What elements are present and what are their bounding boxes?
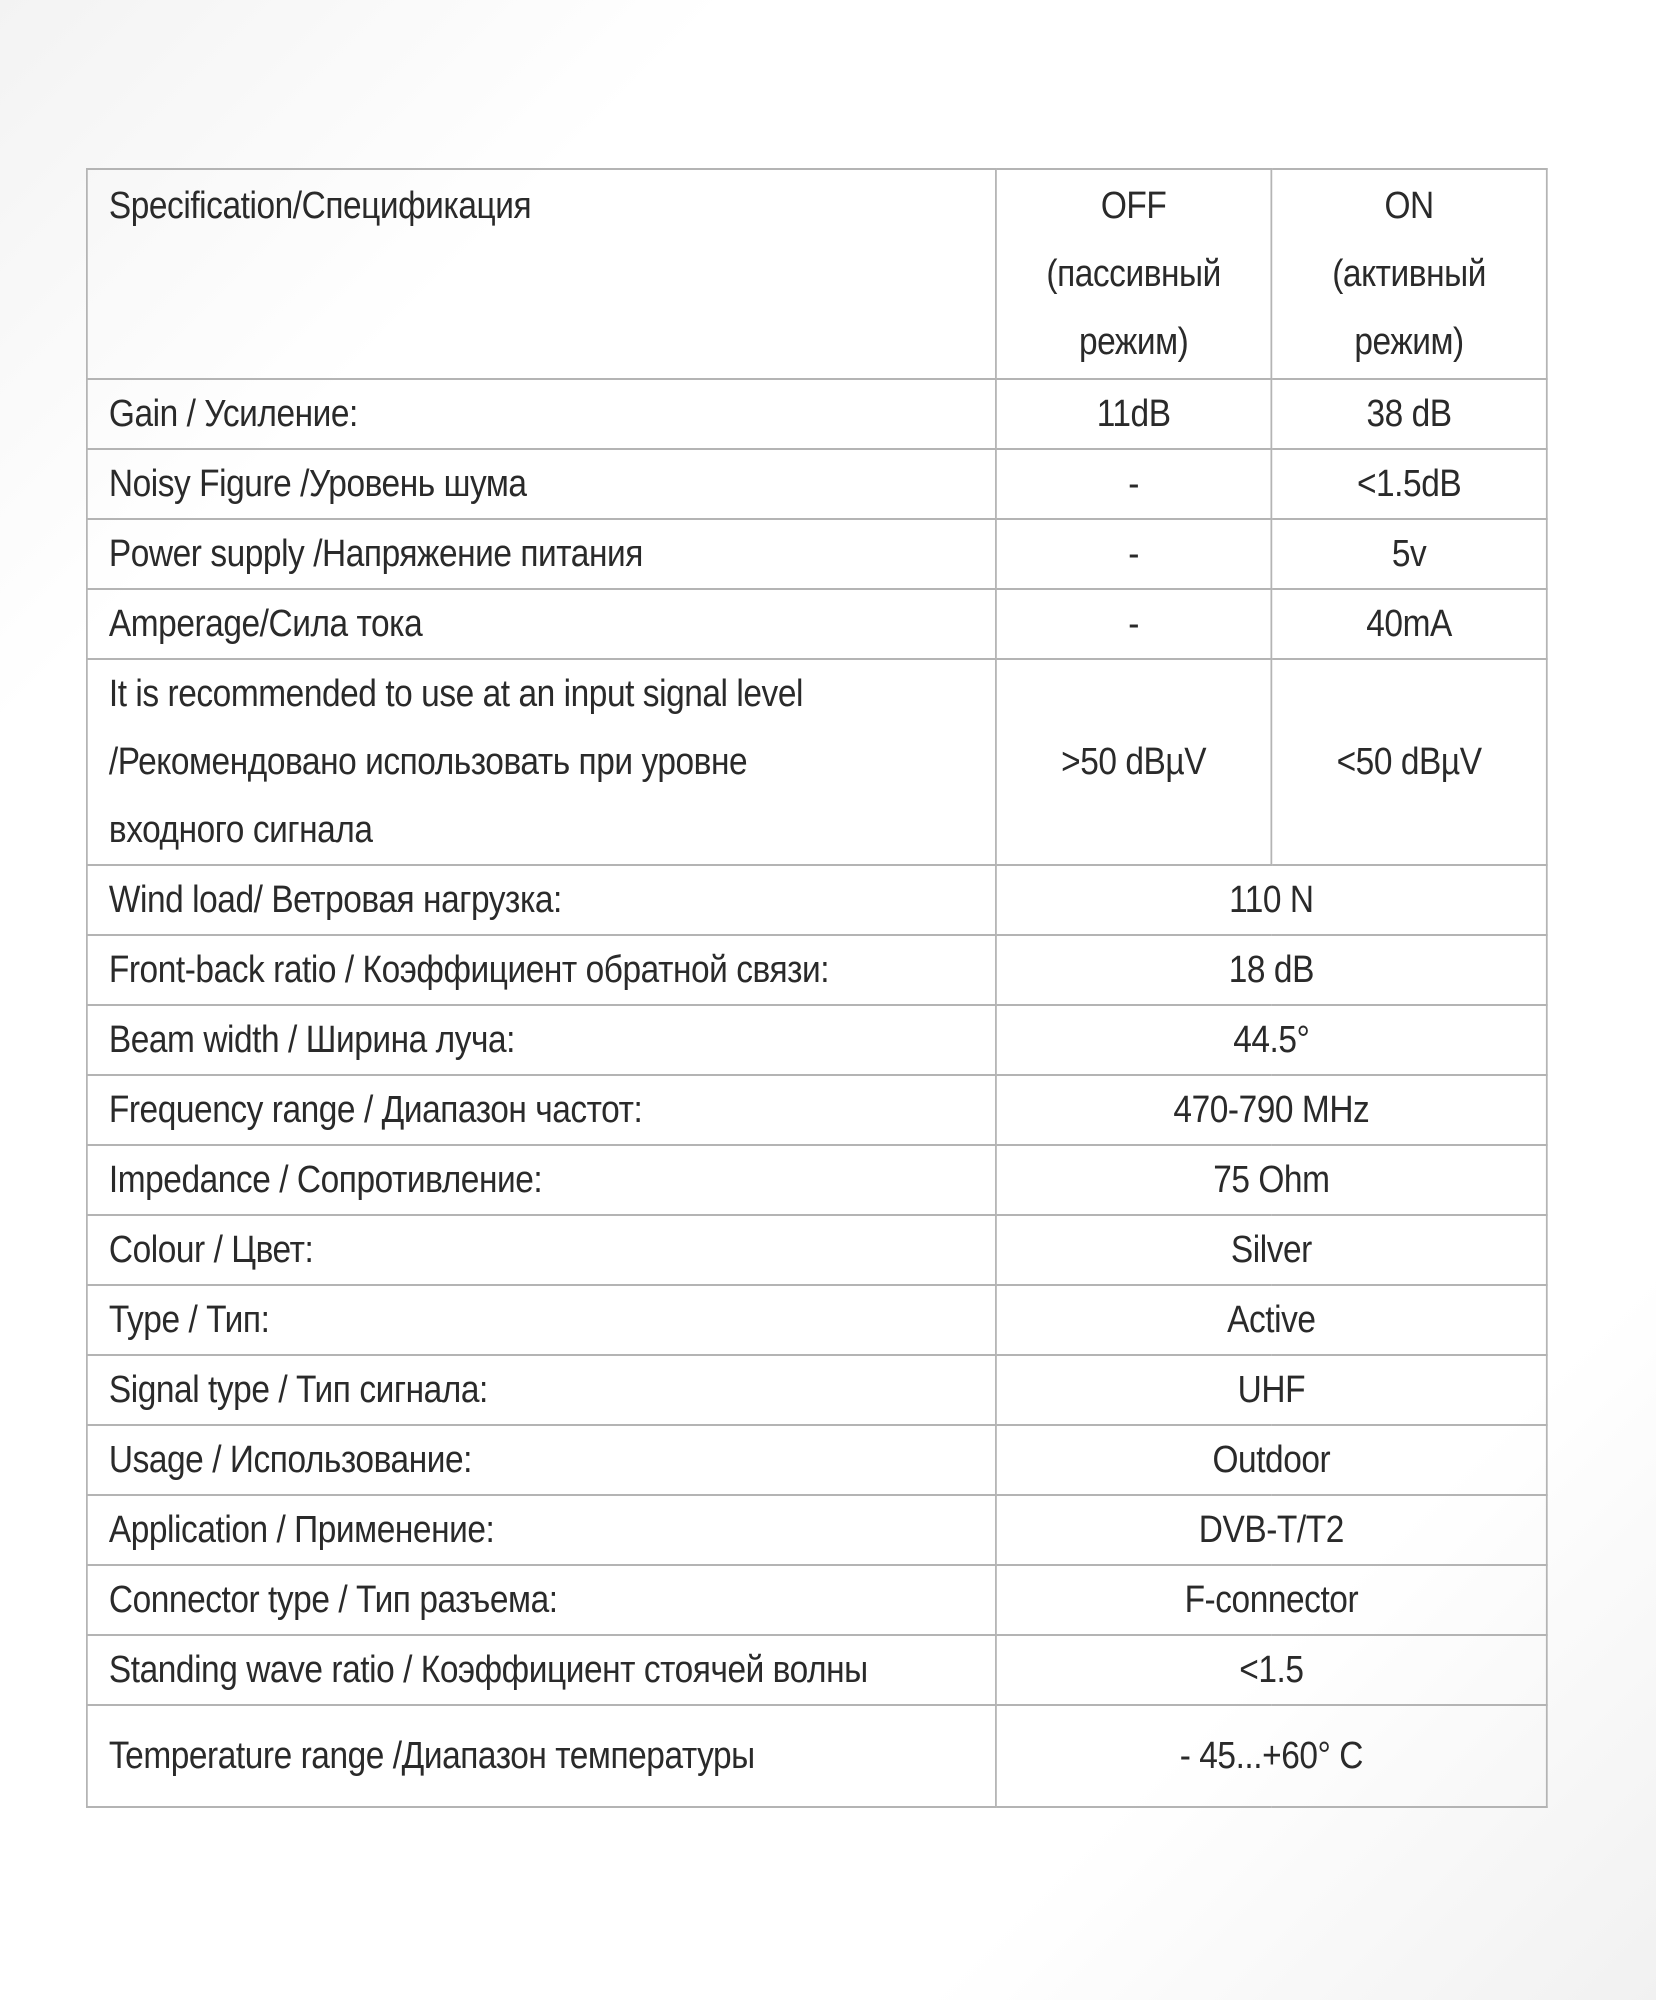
table-row bbox=[87, 379, 1547, 449]
row-label: Temperature range /Диапазон температуры bbox=[87, 1705, 996, 1807]
row-label: Noisy Figure /Уровень шума bbox=[87, 449, 996, 519]
row-label: Impedance / Сопротивление: bbox=[87, 1145, 996, 1215]
row-label: Connector type / Тип разъема: bbox=[87, 1565, 996, 1635]
row-value: <1.5 bbox=[996, 1635, 1547, 1705]
row-on-value: <50 dBµV bbox=[1271, 659, 1546, 865]
table-row bbox=[87, 1215, 1547, 1285]
table-row bbox=[87, 1495, 1547, 1565]
row-label-line: входного сигнала bbox=[108, 809, 373, 851]
header-spec-label: Specification/Спецификация bbox=[108, 185, 532, 227]
header-on-line: (активный bbox=[1332, 253, 1486, 295]
row-label: Gain / Усиление: bbox=[87, 379, 996, 449]
row-label: Application / Применение: bbox=[87, 1495, 996, 1565]
header-on-line: ON bbox=[1384, 185, 1434, 227]
row-off-value: 11dB bbox=[996, 379, 1271, 449]
row-label: Frequency range / Диапазон частот: bbox=[87, 1075, 996, 1145]
table-row bbox=[87, 865, 1547, 935]
row-value: DVB-T/T2 bbox=[996, 1495, 1547, 1565]
row-value: F-connector bbox=[996, 1565, 1547, 1635]
row-label: Power supply /Напряжение питания bbox=[87, 519, 996, 589]
row-label: Signal type / Тип сигнала: bbox=[87, 1355, 996, 1425]
row-label: Beam width / Ширина луча: bbox=[87, 1005, 996, 1075]
header-off-cell bbox=[996, 169, 1271, 379]
header-off-line: режим) bbox=[1078, 321, 1189, 363]
header-spec-cell bbox=[87, 169, 996, 379]
table-row bbox=[87, 1425, 1547, 1495]
row-label-line: It is recommended to use at an input signal level bbox=[108, 673, 803, 715]
specification-table bbox=[86, 168, 1548, 1808]
table-row bbox=[87, 1005, 1547, 1075]
table-row bbox=[87, 1705, 1547, 1807]
header-off-line: (пассивный bbox=[1046, 253, 1221, 295]
row-value: - 45...+60° C bbox=[996, 1705, 1547, 1807]
row-label: Front-back ratio / Коэффициент обратной связи: bbox=[87, 935, 996, 1005]
table-row bbox=[87, 519, 1547, 589]
table-row bbox=[87, 449, 1547, 519]
row-on-value: 5v bbox=[1271, 519, 1546, 589]
row-value: Active bbox=[996, 1285, 1547, 1355]
row-label: Amperage/Сила тока bbox=[87, 589, 996, 659]
table-row bbox=[87, 1145, 1547, 1215]
row-value: 75 Ohm bbox=[996, 1145, 1547, 1215]
row-on-value: <1.5dB bbox=[1271, 449, 1546, 519]
row-label bbox=[87, 659, 996, 865]
row-off-value: >50 dBµV bbox=[996, 659, 1271, 865]
row-value: Silver bbox=[996, 1215, 1547, 1285]
row-off-value: - bbox=[996, 449, 1271, 519]
table-row bbox=[87, 1075, 1547, 1145]
row-label: Standing wave ratio / Коэффициент стоячей волны bbox=[87, 1635, 996, 1705]
row-off-value: - bbox=[996, 519, 1271, 589]
table-row bbox=[87, 935, 1547, 1005]
header-on-line: режим) bbox=[1354, 321, 1464, 363]
row-value: 44.5° bbox=[996, 1005, 1547, 1075]
header-off-line: OFF bbox=[1100, 185, 1167, 227]
row-on-value: 38 dB bbox=[1271, 379, 1546, 449]
header-on-cell bbox=[1271, 169, 1546, 379]
table-row bbox=[87, 1565, 1547, 1635]
table-header-row bbox=[87, 169, 1547, 379]
table-row bbox=[87, 1355, 1547, 1425]
table-row bbox=[87, 589, 1547, 659]
row-value: 18 dB bbox=[996, 935, 1547, 1005]
row-label: Wind load/ Ветровая нагрузка: bbox=[87, 865, 996, 935]
row-value: UHF bbox=[996, 1355, 1547, 1425]
row-label: Type / Тип: bbox=[87, 1285, 996, 1355]
row-on-value: 40mA bbox=[1271, 589, 1546, 659]
row-off-value: - bbox=[996, 589, 1271, 659]
table-row bbox=[87, 659, 1547, 865]
row-label: Usage / Использование: bbox=[87, 1425, 996, 1495]
row-value: 110 N bbox=[996, 865, 1547, 935]
table-row bbox=[87, 1285, 1547, 1355]
row-value: Outdoor bbox=[996, 1425, 1547, 1495]
table-row bbox=[87, 1635, 1547, 1705]
row-value: 470-790 MHz bbox=[996, 1075, 1547, 1145]
row-label: Colour / Цвет: bbox=[87, 1215, 996, 1285]
row-label-line: /Рекомендовано использовать при уровне bbox=[108, 741, 748, 783]
